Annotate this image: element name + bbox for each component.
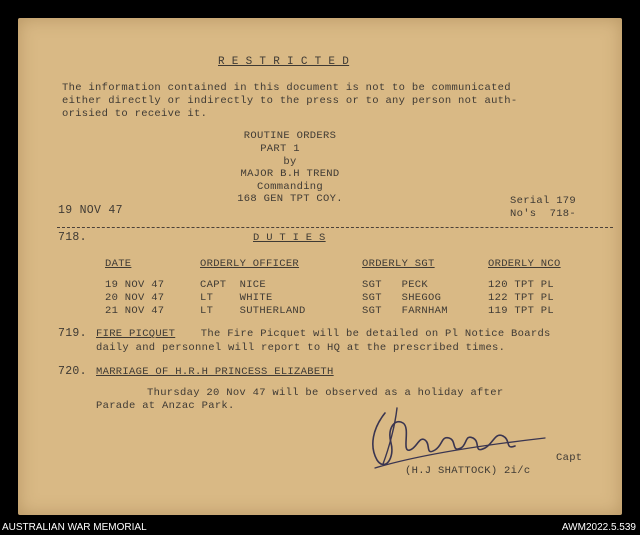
duties-row-2-sgt: SGT SHEGOG [362,292,442,304]
item-719-text-1: The Fire Picquet will be detailed on Pl Notice Boards [181,328,551,340]
duties-row-2-nco: 122 TPT PL [488,292,555,304]
duties-row-3-officer: LT SUTHERLAND [200,305,306,317]
heading-line-6: 168 GEN TPT COY. [237,193,343,205]
notice-line-1: The information contained in this document is not to be communicated [62,82,511,94]
item-718-number: 718. [58,231,87,244]
duties-row-1-officer: CAPT NICE [200,279,267,291]
footer-credit: AUSTRALIAN WAR MEMORIAL [2,522,147,533]
signature-name: (H.J SHATTOCK) 2i/c [405,465,531,477]
duties-row-3-sgt: SGT FARNHAM [362,305,448,317]
item-720-text-2: Parade at Anzac Park. [96,400,235,412]
heading-line-4: MAJOR B.H TREND [240,168,340,180]
classification-heading: R E S T R I C T E D [218,56,350,68]
serial-line-1: Serial 179 [510,195,577,207]
duties-row-1-nco: 120 TPT PL [488,279,555,291]
separator-rule [57,227,613,228]
serial-line-2: No's 718- [510,208,577,220]
heading-line-1: ROUTINE ORDERS [243,130,337,142]
heading-line-3: by [283,156,297,168]
duties-row-3-nco: 119 TPT PL [488,305,555,317]
item-720-number: 720. [58,365,87,378]
duties-row-1-sgt: SGT PECK [362,279,429,291]
heading-line-5: Commanding [256,181,323,193]
footer-accession-number: AWM2022.5.539 [561,522,636,533]
duties-header-nco: ORDERLY NCO [488,258,561,270]
item-719-text-2: daily and personnel will report to HQ at the prescribed times. [96,342,506,354]
item-719-number: 719. [58,327,87,340]
notice-line-3: orisied to receive it. [62,108,208,120]
item-720-text-1: Thursday 20 Nov 47 will be observed as a holiday after [147,387,504,399]
duties-row-2-officer: LT WHITE [200,292,273,304]
duties-header-officer: ORDERLY OFFICER [200,258,300,270]
duties-header-sgt: ORDERLY SGT [362,258,435,270]
notice-line-2: either directly or indirectly to the press or to any person not auth- [62,95,518,107]
duties-title: D U T I E S [253,232,326,244]
duties-row-3-date: 21 NOV 47 [105,305,165,317]
duties-header-date: DATE [105,258,132,270]
order-date: 19 NOV 47 [58,204,123,217]
duties-row-1-date: 19 NOV 47 [105,279,165,291]
heading-line-2: PART 1 [260,143,300,155]
item-719-title: FIRE PICQUET [96,328,176,340]
item-720-title: MARRIAGE OF H.R.H PRINCESS ELIZABETH [96,366,334,378]
duties-row-2-date: 20 NOV 47 [105,292,165,304]
signature-rank: Capt [556,452,583,464]
